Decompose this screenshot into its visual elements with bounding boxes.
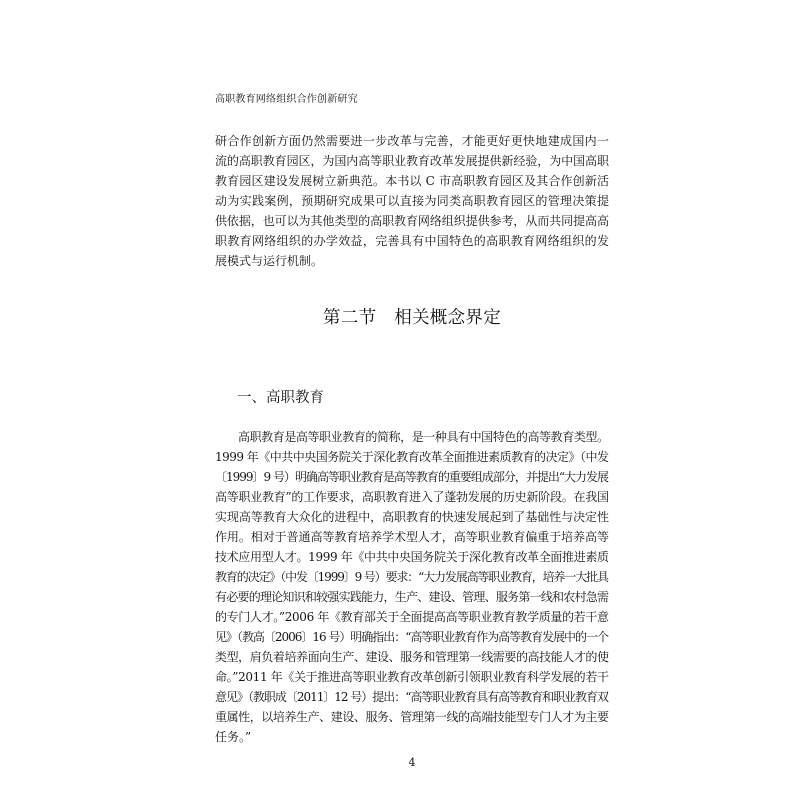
text-line (215, 191, 609, 211)
text-line (215, 447, 609, 467)
text-line (215, 131, 609, 151)
text-line-content: 见》（教高〔2006〕16 号）明确指出：“高等职业教育作为高等教育发展中的一个 (215, 630, 608, 644)
text-line-content: 动为实践案例，预期研究成果可以直接为同类高职教育园区的管理决策提 (215, 194, 610, 208)
text-line-content: 高职教育是高等职业教育的简称，是一种具有中国特色的高等教育类型。 (238, 430, 609, 444)
text-line-last (215, 727, 609, 747)
text-line-content: 的专门人才。”2006 年《教育部关于全面提高高等职业教育教学质量的若干意 (215, 610, 609, 624)
text-line (215, 467, 609, 487)
text-line (215, 667, 609, 687)
text-line-content: 任务。” (215, 730, 252, 744)
running-header: 高职教育网络组织合作创新研究 (215, 94, 358, 105)
text-line-content: 作用。相对于普通高等教育培养学术型人才，高等职业教育偏重于培养高等 (215, 530, 609, 544)
text-line (215, 587, 609, 607)
paragraph-continued (215, 131, 609, 271)
text-line (215, 487, 609, 507)
text-line-content: 研合作创新方面仍然需要进一步改革与完善，才能更好更快地建成国内一 (215, 134, 610, 148)
text-line (215, 171, 609, 191)
text-line (215, 707, 609, 727)
text-line (215, 507, 609, 527)
text-line-content: 教育园区建设发展树立新典范。本书以 C 市高职教育园区及其合作创新活 (215, 174, 610, 188)
text-line-content: 有必要的理论知识和较强实践能力，生产、建设、管理、服务第一线和农村急需 (215, 590, 609, 604)
text-line (215, 211, 609, 231)
text-line (215, 607, 609, 627)
text-line (215, 547, 609, 567)
text-line-content: 命。”2011 年《关于推进高等职业教育改革创新引领职业教育科学发展的若干 (215, 670, 609, 684)
text-line-content: 流的高职教育园区，为国内高等职业教育改革发展提供新经验，为中国高职 (215, 154, 609, 168)
text-line-content: 类型，肩负着培养面向生产、建设、服务和管理第一线需要的高技能人才的使 (215, 650, 609, 664)
text-line-content: 供依据，也可以为其他类型的高职教育网络组织提供参考，从而共同提高高 (215, 214, 609, 228)
text-line (215, 231, 609, 251)
text-line-content: 展模式与运行机制。 (215, 254, 324, 268)
text-line-content: 1999 年《中共中央国务院关于深化教育改革全面推进素质教育的决定》（中发 (215, 450, 609, 464)
paragraph (215, 427, 609, 747)
text-line-last (215, 251, 609, 271)
text-line-content: 技术应用型人才。1999 年《中共中央国务院关于深化教育改革全面推进素质 (215, 550, 609, 564)
text-line (215, 527, 609, 547)
text-line (215, 627, 609, 647)
text-line-content: 实现高等教育大众化的进程中，高职教育的快速发展起到了基础性与决定性 (215, 510, 609, 524)
text-line (215, 647, 609, 667)
text-line-content: 职教育网络组织的办学效益，完善具有中国特色的高职教育网络组织的发 (215, 234, 610, 248)
text-line (215, 151, 609, 171)
section-heading: 第二节 相关概念界定 (323, 308, 501, 328)
subheading: 一、高职教育 (237, 390, 324, 406)
text-line-content: 意见》（教职成〔2011〕12 号）提出：“高等职业教育具有高等教育和职业教育双 (215, 690, 608, 704)
text-line-content: 〔1999〕9 号）明确高等职业教育是高等教育的重要组成部分，并提出“大力发展 (215, 470, 608, 484)
text-line-content: 重属性，以培养生产、建设、服务、管理第一线的高端技能型专门人才为主要 (215, 710, 609, 724)
text-line-first (238, 427, 609, 447)
page-number: 4 (408, 756, 416, 769)
text-line-content: 高等职业教育”的工作要求，高职教育进入了蓬勃发展的历史新阶段。在我国 (215, 490, 609, 504)
text-line (215, 567, 609, 587)
text-line (215, 687, 609, 707)
text-line-content: 教育的决定》（中发〔1999〕9 号）要求：“大力发展高等职业教育，培养一大批具 (215, 570, 608, 584)
